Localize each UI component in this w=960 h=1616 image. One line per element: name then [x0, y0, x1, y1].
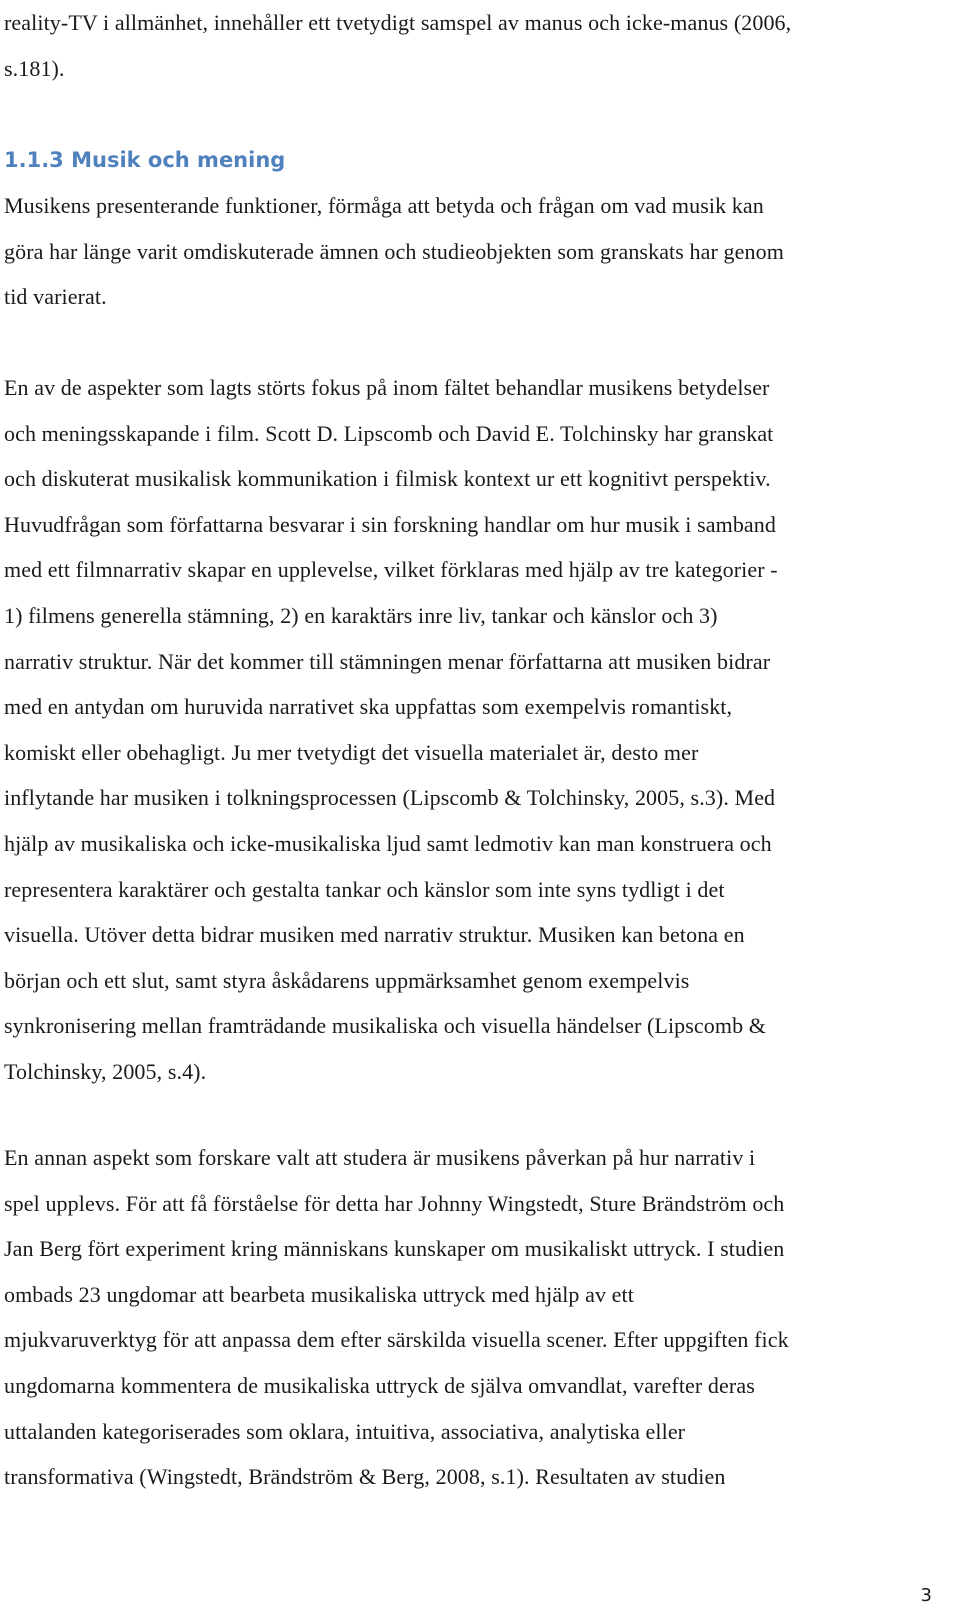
text-line: visuella. Utöver detta bidrar musiken med narrativ struktur. Musiken kan betona en — [4, 922, 745, 948]
text-line: uttalanden kategoriserades som oklara, intuitiva, associativa, analytiska eller — [4, 1418, 686, 1444]
text-line: reality-TV i allmänhet, innehåller ett tvetydigt samspel av manus och icke-manus (2006, — [4, 10, 792, 35]
text-line: mjukvaruverktyg för att anpassa dem efter särskilda visuella scener. Efter uppgiften fick — [4, 1327, 789, 1353]
text-line: ombads 23 ungdomar att bearbeta musikaliska uttryck med hjälp av ett — [4, 1281, 634, 1307]
text-line: inflytande har musiken i tolkningsprocessen (Lipscomb & Tolchinsky, 2005, s.3). Med — [4, 785, 776, 811]
text-line: 1) filmens generella stämning, 2) en karaktärs inre liv, tankar och känslor och 3) — [4, 602, 718, 628]
top-fragment-paragraph — [4, 0, 934, 91]
body-paragraph-3 — [4, 1135, 934, 1500]
text-line: ungdomarna kommentera de musikaliska uttryck de själva omvandlat, varefter deras — [4, 1372, 755, 1398]
text-line: Musikens presenterande funktioner, förmåga att betyda och frågan om vad musik kan — [4, 193, 764, 218]
text-line: transformativa (Wingstedt, Brändström & Berg, 2008, s.1). Resultaten av studien — [4, 1464, 726, 1490]
text-line: En annan aspekt som forskare valt att studera är musikens påverkan på hur narrativ i — [4, 1145, 756, 1170]
text-line: s.181). — [4, 55, 65, 81]
body-paragraph-2 — [4, 365, 934, 1095]
text-line: synkronisering mellan framträdande musikaliska och visuella händelser (Lipscomb & — [4, 1013, 767, 1039]
text-line: och diskuterat musikalisk kommunikation i filmisk kontext ur ett kognitivt perspektiv. — [4, 466, 771, 492]
text-line: representera karaktärer och gestalta tankar och känslor som inte syns tydligt i det — [4, 876, 725, 902]
text-line: med ett filmnarrativ skapar en upplevelse, vilket förklaras med hjälp av tre kategorier - — [4, 557, 778, 583]
text-line: Huvudfrågan som författarna besvarar i sin forskning handlar om hur musik i samband — [4, 511, 776, 537]
text-line: narrativ struktur. När det kommer till stämningen menar författarna att musiken bidrar — [4, 648, 771, 674]
section-heading: 1.1.3 Musik och mening — [4, 148, 286, 172]
text-line: och meningsskapande i film. Scott D. Lipscomb och David E. Tolchinsky har granskat — [4, 420, 774, 446]
text-line: tid varierat. — [4, 284, 107, 310]
text-line: hjälp av musikaliska och icke-musikaliska ljud samt ledmotiv kan man konstruera och — [4, 830, 772, 856]
text-line: Jan Berg fört experiment kring människans kunskaper om musikaliskt uttryck. I studien — [4, 1236, 785, 1262]
text-line: Tolchinsky, 2005, s.4). — [4, 1058, 207, 1084]
text-line: göra har länge varit omdiskuterade ämnen och studieobjekten som granskats har genom — [4, 238, 784, 264]
text-line: En av de aspekter som lagts störts fokus på inom fältet behandlar musikens betydelser — [4, 375, 770, 400]
text-line: med en antydan om huruvida narrativet ska uppfattas som exempelvis romantiskt, — [4, 694, 733, 720]
text-line: början och ett slut, samt styra åskådarens uppmärksamhet genom exempelvis — [4, 967, 690, 993]
page-number: 3 — [920, 1585, 932, 1606]
text-line: komiskt eller obehagligt. Ju mer tvetydigt det visuella materialet är, desto mer — [4, 739, 699, 765]
section-intro-paragraph — [4, 183, 934, 320]
text-line: spel upplevs. För att få förståelse för detta har Johnny Wingstedt, Sture Brändström och — [4, 1190, 785, 1216]
